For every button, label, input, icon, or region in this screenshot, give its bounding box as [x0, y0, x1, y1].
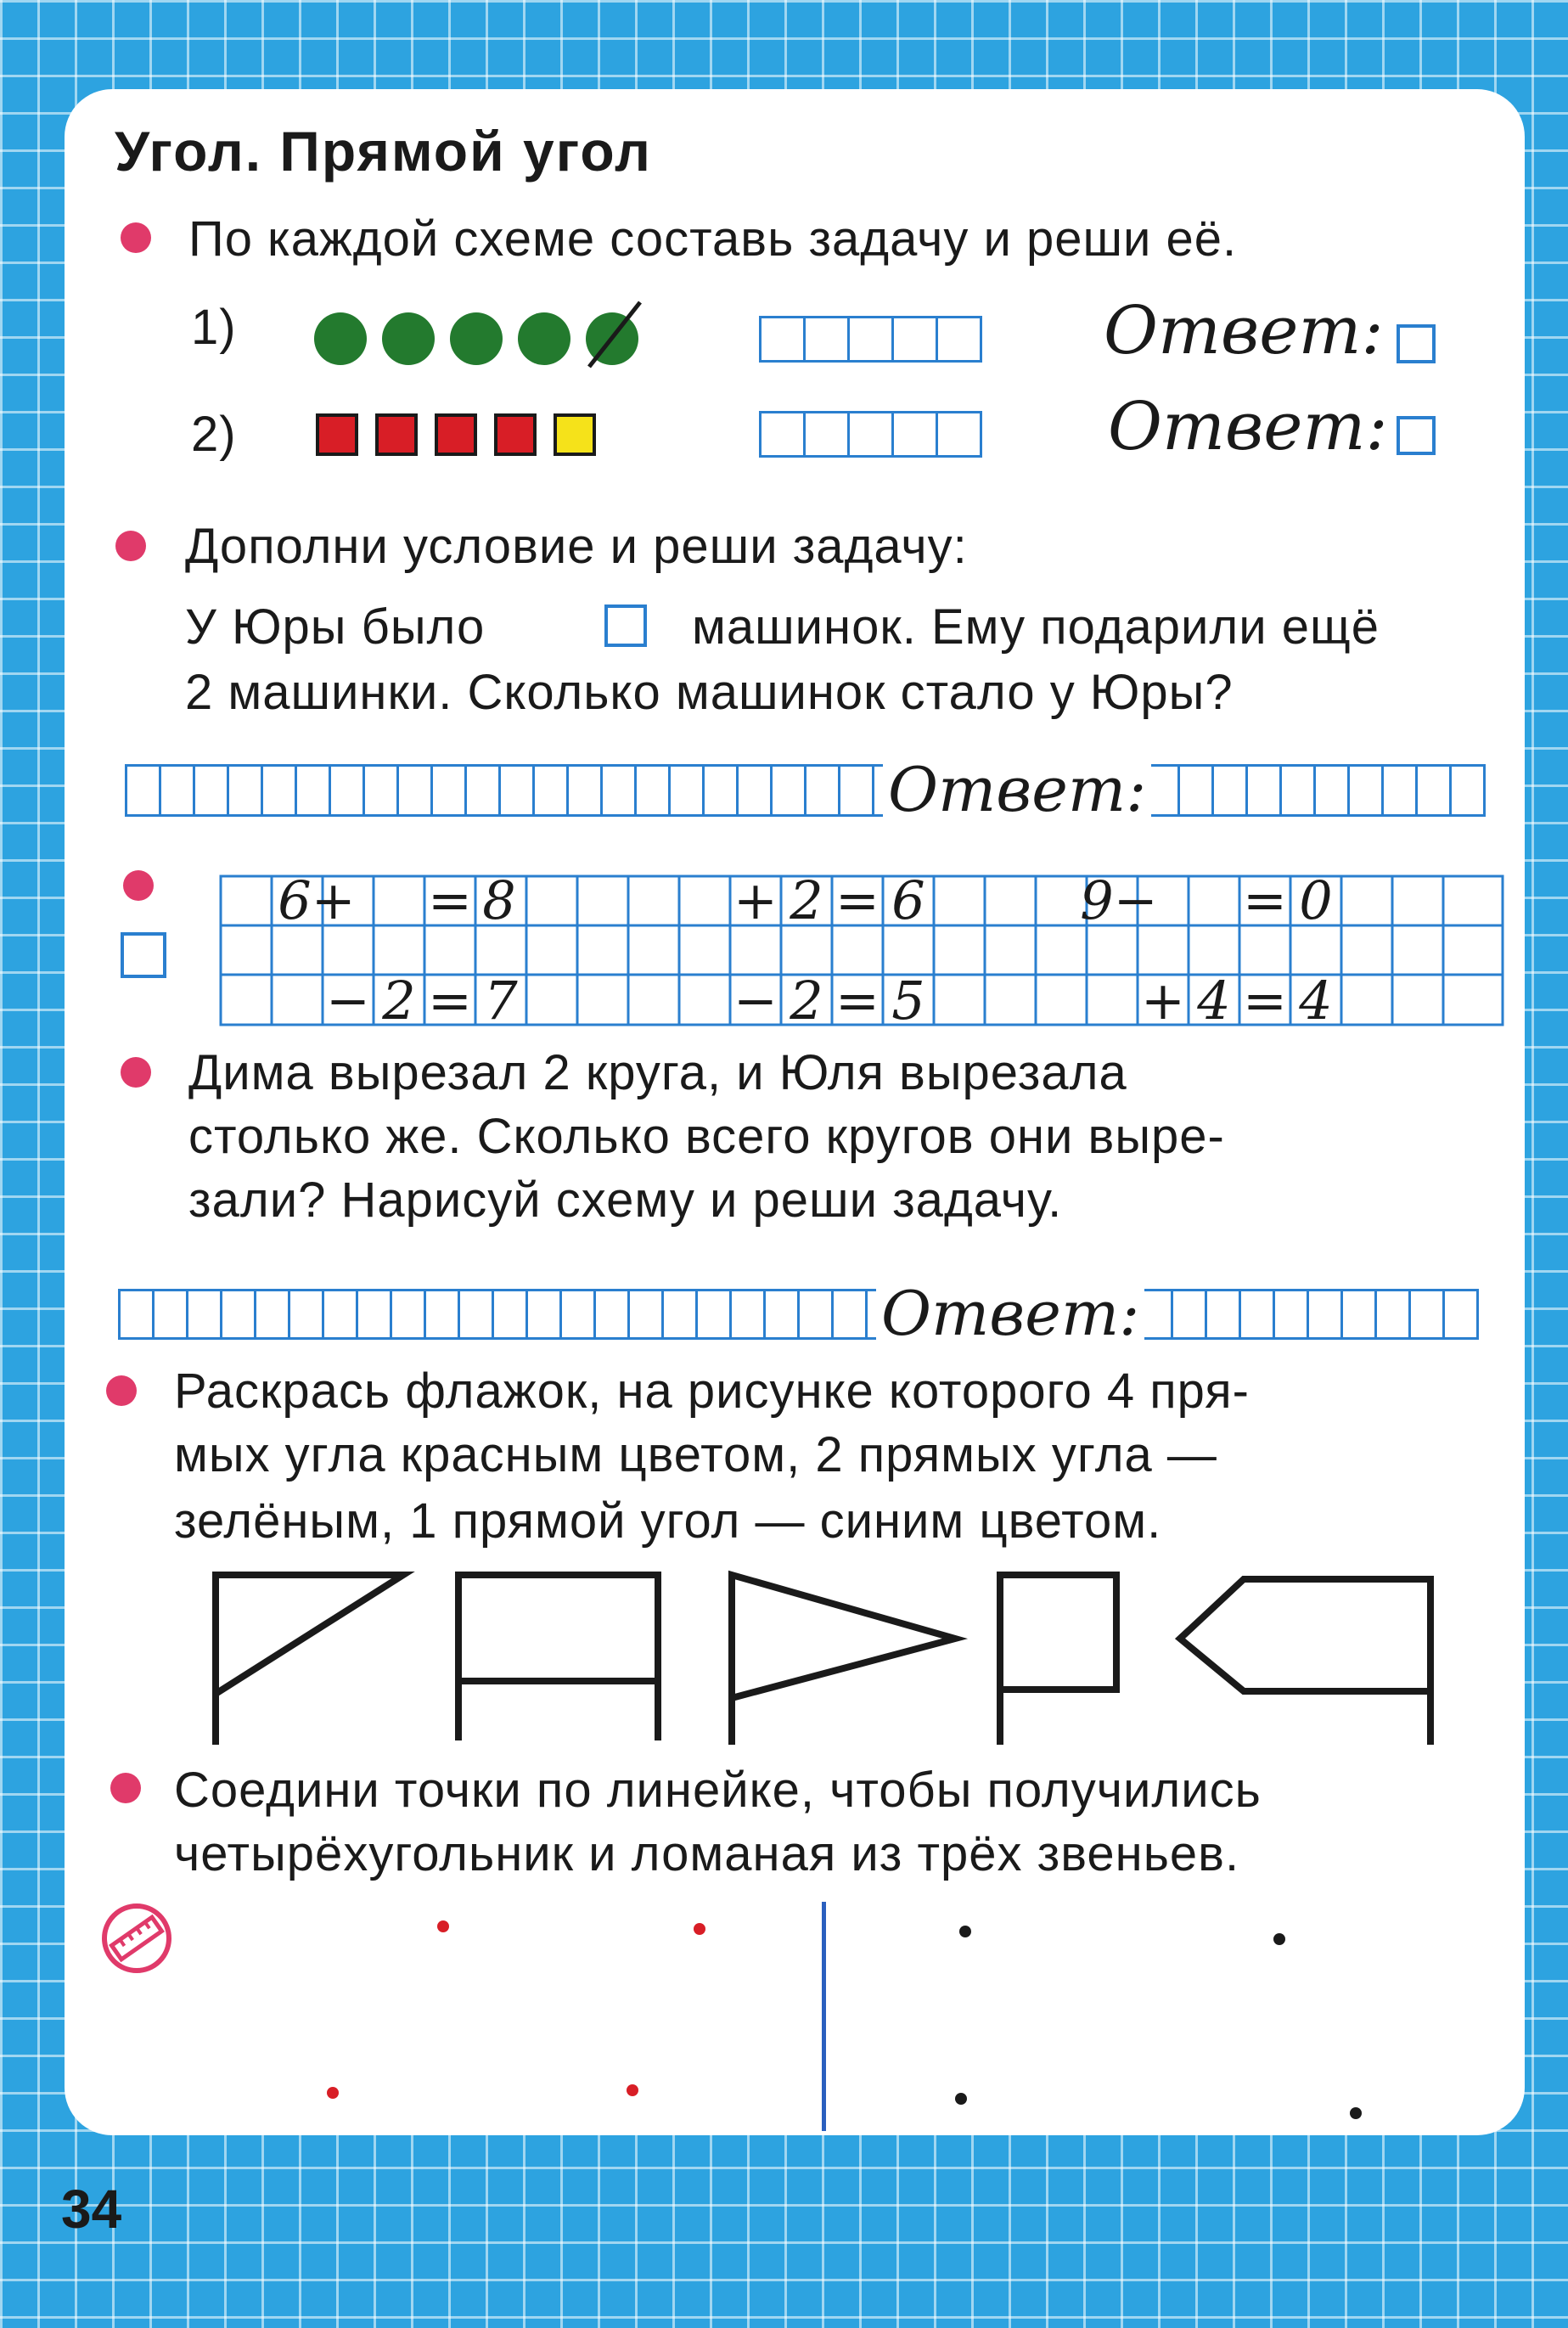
missing-number-box[interactable] — [604, 604, 647, 647]
bullet-icon — [106, 1375, 137, 1406]
eq4-two: 2 — [382, 970, 416, 1027]
page-number: 34 — [61, 2179, 122, 2240]
task2-line2-before: У Юры было — [185, 599, 486, 655]
eq4-minus: − — [326, 970, 370, 1027]
eq3-equals: = — [1243, 874, 1287, 931]
eq1-equals: = — [428, 874, 472, 931]
task5-line1: Раскрась флажок, на рисунке которого 4 пря- — [174, 1364, 1250, 1419]
eq4-result: 7 — [484, 970, 518, 1027]
green-circle — [518, 312, 570, 365]
task2-line2-after: машинок. Ему подарили ещё — [692, 599, 1380, 655]
eq4-equals: = — [428, 970, 472, 1027]
bullet-icon — [115, 531, 146, 561]
task2-line1: Дополни условие и реши задачу: — [185, 519, 968, 574]
black-dot[interactable] — [959, 1926, 971, 1937]
eq5-result: 5 — [891, 970, 925, 1027]
black-dot[interactable] — [1273, 1933, 1285, 1945]
task2-line3: 2 машинки. Сколько машинок стало у Юры? — [185, 665, 1234, 720]
flag-square[interactable] — [1000, 1575, 1116, 1745]
eq6-plus: + — [1141, 970, 1185, 1027]
task6-line1: Соедини точки по линейке, чтобы получились — [174, 1763, 1262, 1818]
answer-label-1: Ответ: — [1104, 293, 1384, 369]
self-check-box[interactable] — [121, 932, 166, 978]
answer-box-1[interactable] — [1397, 324, 1436, 363]
eq5-minus: − — [733, 970, 778, 1027]
red-dot[interactable] — [437, 1920, 449, 1932]
red-dot[interactable] — [327, 2087, 339, 2099]
flag-triangle-pointed[interactable] — [732, 1575, 955, 1745]
eq2-plus: + — [733, 874, 778, 931]
eq2-result: 6 — [891, 874, 925, 931]
eq5-two: 2 — [790, 970, 823, 1027]
eq3-result: 0 — [1299, 874, 1333, 931]
answer-label-4: Ответ: — [876, 1278, 1144, 1349]
black-dot[interactable] — [1350, 2107, 1362, 2119]
task5-line3: зелёным, 1 прямой угол — синим цветом. — [174, 1493, 1162, 1549]
task4-line3: зали? Нарисуй схему и реши задачу. — [188, 1172, 1063, 1228]
flag-triangle-top[interactable] — [216, 1575, 403, 1745]
answer-label-2: Ответ: — [1108, 389, 1388, 465]
ruler-icon — [100, 1902, 173, 1975]
black-dot[interactable] — [955, 2093, 967, 2105]
squares-scheme — [316, 413, 613, 460]
flag-rectangle[interactable] — [458, 1575, 658, 1740]
eq3-first: 9− — [1080, 874, 1158, 931]
flags-row — [195, 1554, 1452, 1749]
page-title: Угол. Прямой угол — [115, 120, 652, 183]
eq6-result: 4 — [1299, 970, 1333, 1027]
bullet-icon — [110, 1773, 141, 1803]
row2-label: 2) — [191, 407, 237, 462]
answer-cells-row1[interactable] — [762, 316, 982, 363]
bullet-icon — [123, 870, 154, 901]
row1-label: 1) — [191, 300, 237, 355]
equations-grid[interactable] — [219, 874, 1505, 1027]
eq2-equals: = — [835, 874, 880, 931]
red-square — [375, 413, 418, 456]
red-square — [316, 413, 358, 456]
task4-line1: Дима вырезал 2 круга, и Юля вырезала — [188, 1045, 1127, 1100]
answer-cells-row2[interactable] — [762, 411, 982, 458]
red-dot[interactable] — [694, 1923, 705, 1935]
bullet-icon — [121, 222, 151, 253]
green-circles-scheme — [314, 312, 654, 369]
task4-line2: столько же. Сколько всего кругов они выре- — [188, 1109, 1225, 1164]
answer-label-3: Ответ: — [883, 754, 1151, 825]
solution-grid-task4[interactable] — [121, 1289, 1479, 1340]
task6-line2: четырёхугольник и ломаная из трёх звеньев. — [174, 1826, 1240, 1881]
eq2-two: 2 — [790, 874, 823, 931]
green-circle — [314, 312, 367, 365]
red-dot[interactable] — [627, 2084, 638, 2096]
eq1-result: 8 — [482, 874, 516, 931]
flag-pentagon[interactable] — [1180, 1579, 1430, 1745]
green-circle — [382, 312, 435, 365]
task5-line2: мых угла красным цветом, 2 прямых угла — — [174, 1427, 1217, 1482]
eq5-equals: = — [835, 970, 880, 1027]
task1-text: По каждой схеме составь задачу и реши её. — [188, 211, 1238, 267]
green-circle — [450, 312, 503, 365]
red-square — [435, 413, 477, 456]
eq6-four: 4 — [1197, 970, 1231, 1027]
strike-icon — [574, 297, 650, 374]
yellow-square — [554, 413, 596, 456]
eq1-first: 6+ — [278, 874, 356, 931]
solution-grid-task2[interactable] — [127, 764, 1486, 817]
answer-box-2[interactable] — [1397, 416, 1436, 455]
bullet-icon — [121, 1057, 151, 1088]
crossed-green-circle — [586, 312, 638, 365]
divider-line — [822, 1902, 826, 2131]
red-square — [494, 413, 537, 456]
eq6-equals: = — [1243, 970, 1287, 1027]
